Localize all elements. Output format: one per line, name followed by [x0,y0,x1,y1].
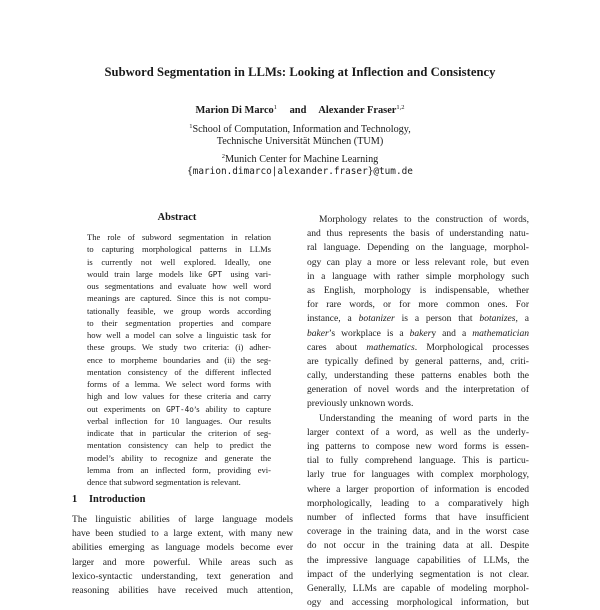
text-line: Generally, LLMs are capable of modeling morphol- [307,582,529,594]
author-affiliation-marker: 1 [273,104,277,111]
text-line: cares about mathematics. Morphological processes [307,341,529,353]
text-line: is currently not well explored. Ideally, one [87,256,271,267]
text-line: these groups. We study two criteria: (i) adher- [87,342,271,353]
text-line: do not occur in the training data at all. Despite [307,540,529,552]
text-line: lemma from an inflected form, providing evi- [87,464,271,475]
text-line: to their segmentation properties and compare [87,317,271,328]
text-line: ence to morpheme boundaries and (ii) the seg- [87,354,271,365]
text-line: The role of subword segmentation in relation [87,232,271,242]
affiliation-marker: 1 [189,123,193,130]
text-line: how well a model can solve a linguistic task for [87,330,271,340]
text-line: instance, a botanizer is a person that botanizes, a [307,313,529,325]
text-line: ral language. Depending on the language, morphol- [307,242,529,254]
text-line: Understanding the meaning of word parts in the [319,412,529,424]
text-line: impact of the underlying segmentation is not clear. [307,568,529,580]
text-line: would train large models like GPT using vari- [87,268,272,279]
text-line: abilities emerging as language models become ever [72,542,293,554]
text-line: and thus represents the basis of understanding natu- [307,228,529,240]
section-heading [72,494,145,505]
text-line: previously unknown words. [307,398,414,410]
text-line: lexico-syntactic understanding, text generation and [72,570,293,582]
text-line: baker’s workplace is a bakery and a mathematician [307,327,529,339]
section-title: Introduction [89,494,146,505]
affiliation-marker: 2 [221,153,225,160]
text-line: where a larger proportion of information is encoded [307,483,529,495]
text-line: number of inflected forms that have insufficient [307,511,529,523]
affiliation-line: Munich Center for Machine Learning [224,154,379,165]
text-line: The linguistic abilities of large language models [72,514,293,525]
text-line: morphologically, leading to a comparatively high [307,497,529,509]
affiliation-1-line-2: Technische Universität München (TUM) [216,136,384,147]
text-line: mentation consistency of the different inflected [87,366,271,377]
paper-title: Subword Segmentation in LLMs: Looking at Inflection and Consistency [104,65,496,79]
author-name: Alexander Fraser [318,105,397,116]
text-line: ogy can play a more or less relevant role, but even [307,256,529,268]
text-line: high and low values for these criteria and carry [87,391,271,402]
text-line: Morphology relates to the construction of words, [319,214,529,225]
text-line: the impressive language capabilities of LLMs, the [307,554,529,566]
text-line: ous segmentations and evaluate how well word [87,281,271,291]
author-name: Marion Di Marco [195,105,274,116]
author-email[interactable]: {marion.dimarco|alexander.fraser}@tum.de [187,166,413,177]
text-line: ogy and accessing morphological information, but [307,597,529,609]
right-column-text [307,213,529,610]
affiliation-line: School of Computation, Information and Technology, [192,124,411,135]
abstract-heading: Abstract [157,212,197,223]
text-line: model’s ability to recognize and generate the [87,452,271,463]
text-line: coverage in the training data, and in the worst case [307,526,529,538]
text-line: mentation consistency can help to predict the [87,440,271,451]
abstract-body [87,231,271,488]
text-line: to capturing morphological patterns in LLMs [87,244,271,255]
text-line: reasoning abilities have received much attention, [72,584,293,596]
text-line: indicate that in particular the criterion of seg- [87,428,271,438]
text-line: are typically defined by general patterns, and, criti- [307,355,529,367]
text-line: have been studied to a large extent, with many new [72,528,293,540]
text-line: cally, understanding these patterns enables both the [307,370,529,382]
text-line: ing patterns to compose new word forms is essen- [307,441,529,452]
author-affiliation-marker: 1,2 [396,104,405,111]
text-line: verbal inflection for 10 languages. Our results [87,415,271,426]
section-number: 1 [72,494,78,505]
text-line: dence that subword segmentation is relevant. [87,477,241,487]
text-line: tial to fully comprehend language. This is particu- [307,455,529,467]
authors-joiner: and [289,105,307,116]
text-line: generation of novel words and the interpretation of [307,384,529,396]
text-line: meanings are captured. Since this is not compu- [87,293,271,304]
text-line: tationally feasible, we group words according [87,305,271,316]
text-line: larger and more powerful. While areas such as [72,556,293,568]
text-line: for rare words, or for more common ones. For [307,299,529,311]
text-line: in a language with rather simple morphology such [307,270,529,282]
text-line: out experiments on GPT-4o’s ability to capture [87,403,271,414]
text-line: larly true for languages with complex morphology, [307,469,529,481]
text-line: forms of a lemma. We select word forms with [87,379,271,389]
text-line: as English, morphology is indispensable, whether [307,284,529,296]
introduction-text [72,513,293,598]
author-line [0,104,600,116]
text-line: larger context of a word, as well as the underly- [307,426,529,438]
